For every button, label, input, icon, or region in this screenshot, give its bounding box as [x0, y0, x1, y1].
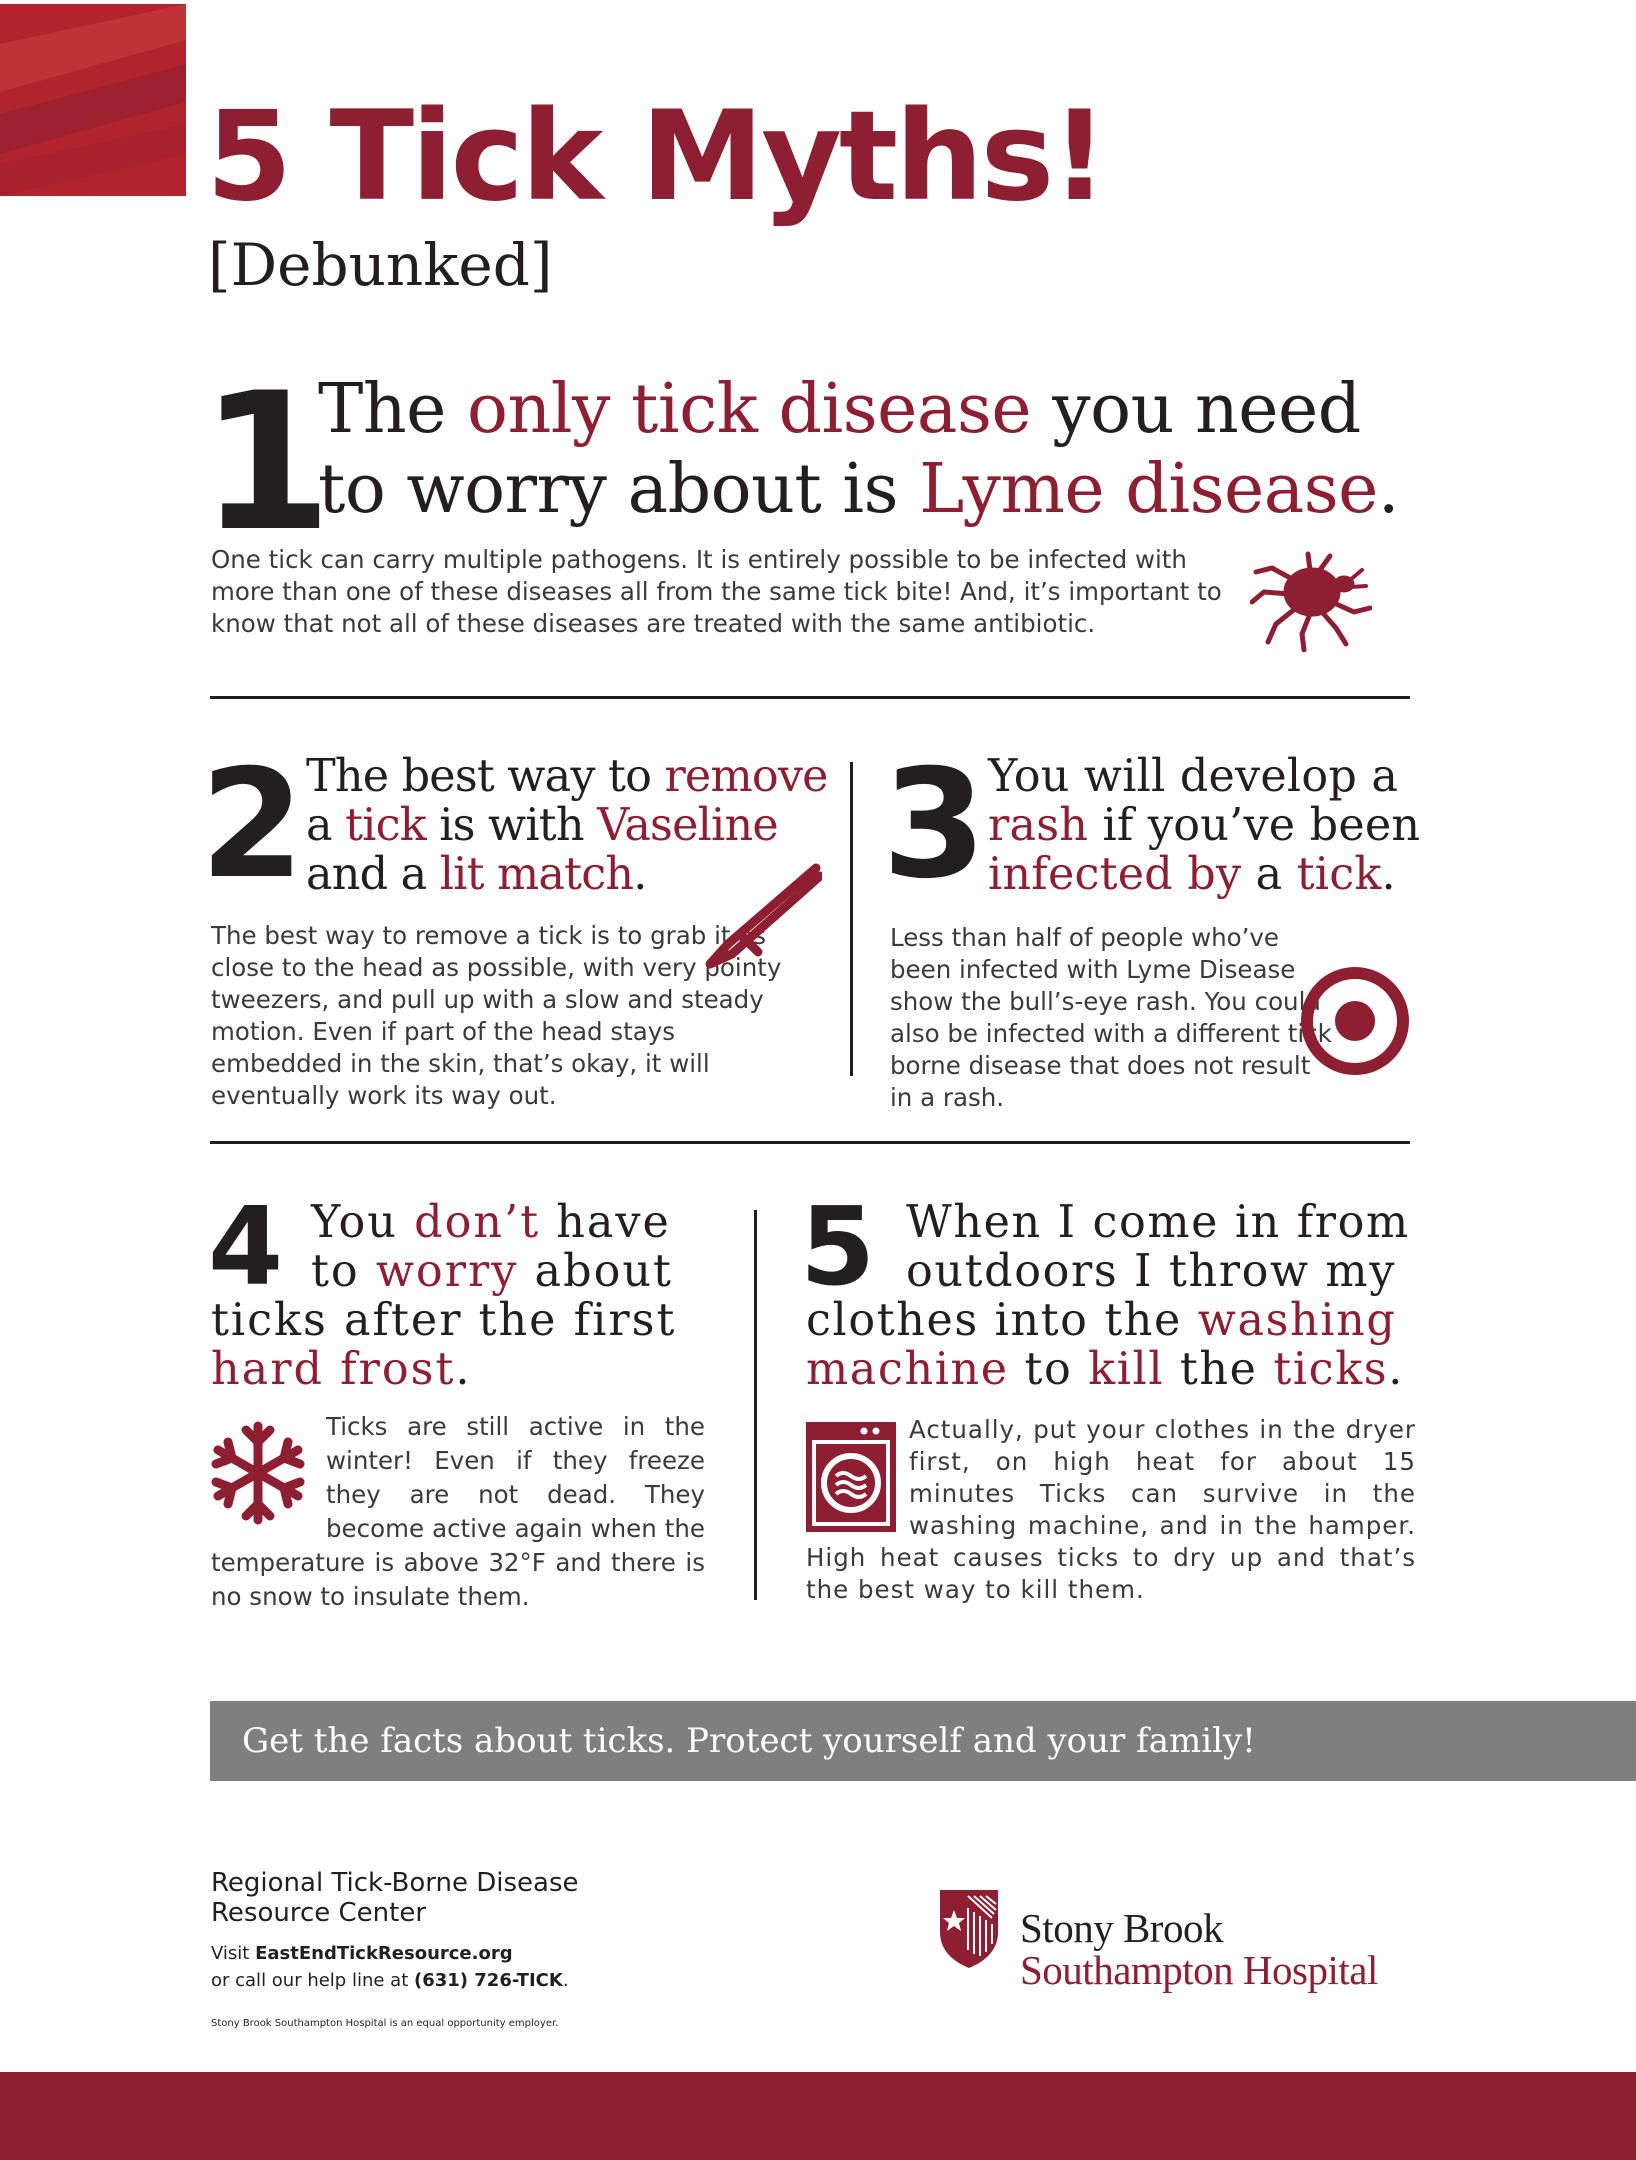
logo-wordmark-line2: Southampton Hospital — [1020, 1947, 1378, 1993]
myth-5-body: Actually, put your clothes in the dryer first, on high heat for about 15 minutes Ticks can survive in the washing machine, and in the hamper. High heat causes ticks to dry up and that’s the best way to kill them. — [806, 1415, 1416, 1604]
myth-1-body: One tick can carry multiple pathogens. It is entirely possible to be infected with more than one of these diseases all from the same tick bite! And, it’s important to know that not all of these diseases are treated with the same antibiotic. — [211, 545, 1222, 638]
tagline-banner — [210, 1701, 1636, 1781]
myth-4-heading: You don’t have to worry about ticks after the first hard frost. — [211, 1197, 677, 1395]
tagline-text: Get the facts about ticks. Protect yourself and your family! — [242, 1721, 1256, 1761]
myth-3-body: Less than half of people who’ve been infected with Lyme Disease show the bull’s-eye rash. You could also be infected with a different tick borne disease that does not result in a rash. — [890, 923, 1332, 1112]
equal-opportunity-note: Stony Brook Southampton Hospital is an equal opportunity employer. — [211, 2018, 559, 2029]
phone-number[interactable]: (631) 726-TICK — [413, 1970, 563, 1991]
hospital-shield-logo-icon — [938, 1888, 1000, 1970]
page-subtitle: [Debunked] — [208, 231, 553, 299]
org-name: Regional Tick-Borne Disease Resource Center — [211, 1868, 579, 1928]
page-title: 5 Tick Myths! — [206, 85, 1105, 229]
myth-2-body: The best way to remove a tick is to grab it as close to the head as possible, with very pointy tweezers, and pull up with a slow and steady motion. Even if part of the head stays embedded in the skin, that’s okay, it will eventually work its way out. — [211, 921, 782, 1110]
myth-2-heading: The best way to remove a tick is with Vaseline and a lit match. — [306, 751, 828, 900]
logo-wordmark-line1: Stony Brook — [1020, 1905, 1223, 1951]
myth-1-heading: The only tick disease you need to worry about is Lyme disease. — [318, 370, 1400, 529]
myth-5-number: 5 — [800, 1185, 876, 1310]
column-divider — [850, 762, 853, 1076]
contact-info: Visit EastEndTickResource.org or call our help line at (631) 726-TICK. — [211, 1943, 569, 1991]
target-icon — [1300, 966, 1410, 1076]
section-divider — [210, 1141, 1410, 1144]
myth-1-number: 1 — [200, 352, 329, 573]
myth-3-number: 3 — [882, 738, 983, 912]
corner-stripes-graphic — [0, 4, 186, 196]
snowflake-icon — [210, 1420, 306, 1526]
footer-bar — [0, 2072, 1636, 2160]
myth-2-number: 2 — [200, 738, 301, 912]
washer-icon — [806, 1422, 896, 1532]
myth-4-body: Ticks are still active in the winter! Even if they freeze they are not dead. They become active again when the temperature is above 32°F and there is no snow to insulate them. — [211, 1412, 705, 1611]
section-divider — [210, 696, 1410, 699]
myth-3-heading: You will develop a rash if you’ve been infected by a tick. — [988, 751, 1421, 900]
column-divider — [754, 1210, 757, 1600]
myth-4-number: 4 — [208, 1185, 284, 1310]
myth-5-heading: When I come in from outdoors I throw my clothes into the washing machine to kill the ticks. — [806, 1197, 1410, 1395]
tick-icon — [1250, 550, 1372, 652]
tweezer-icon — [702, 862, 822, 974]
website-link[interactable]: EastEndTickResource.org — [255, 1943, 513, 1964]
